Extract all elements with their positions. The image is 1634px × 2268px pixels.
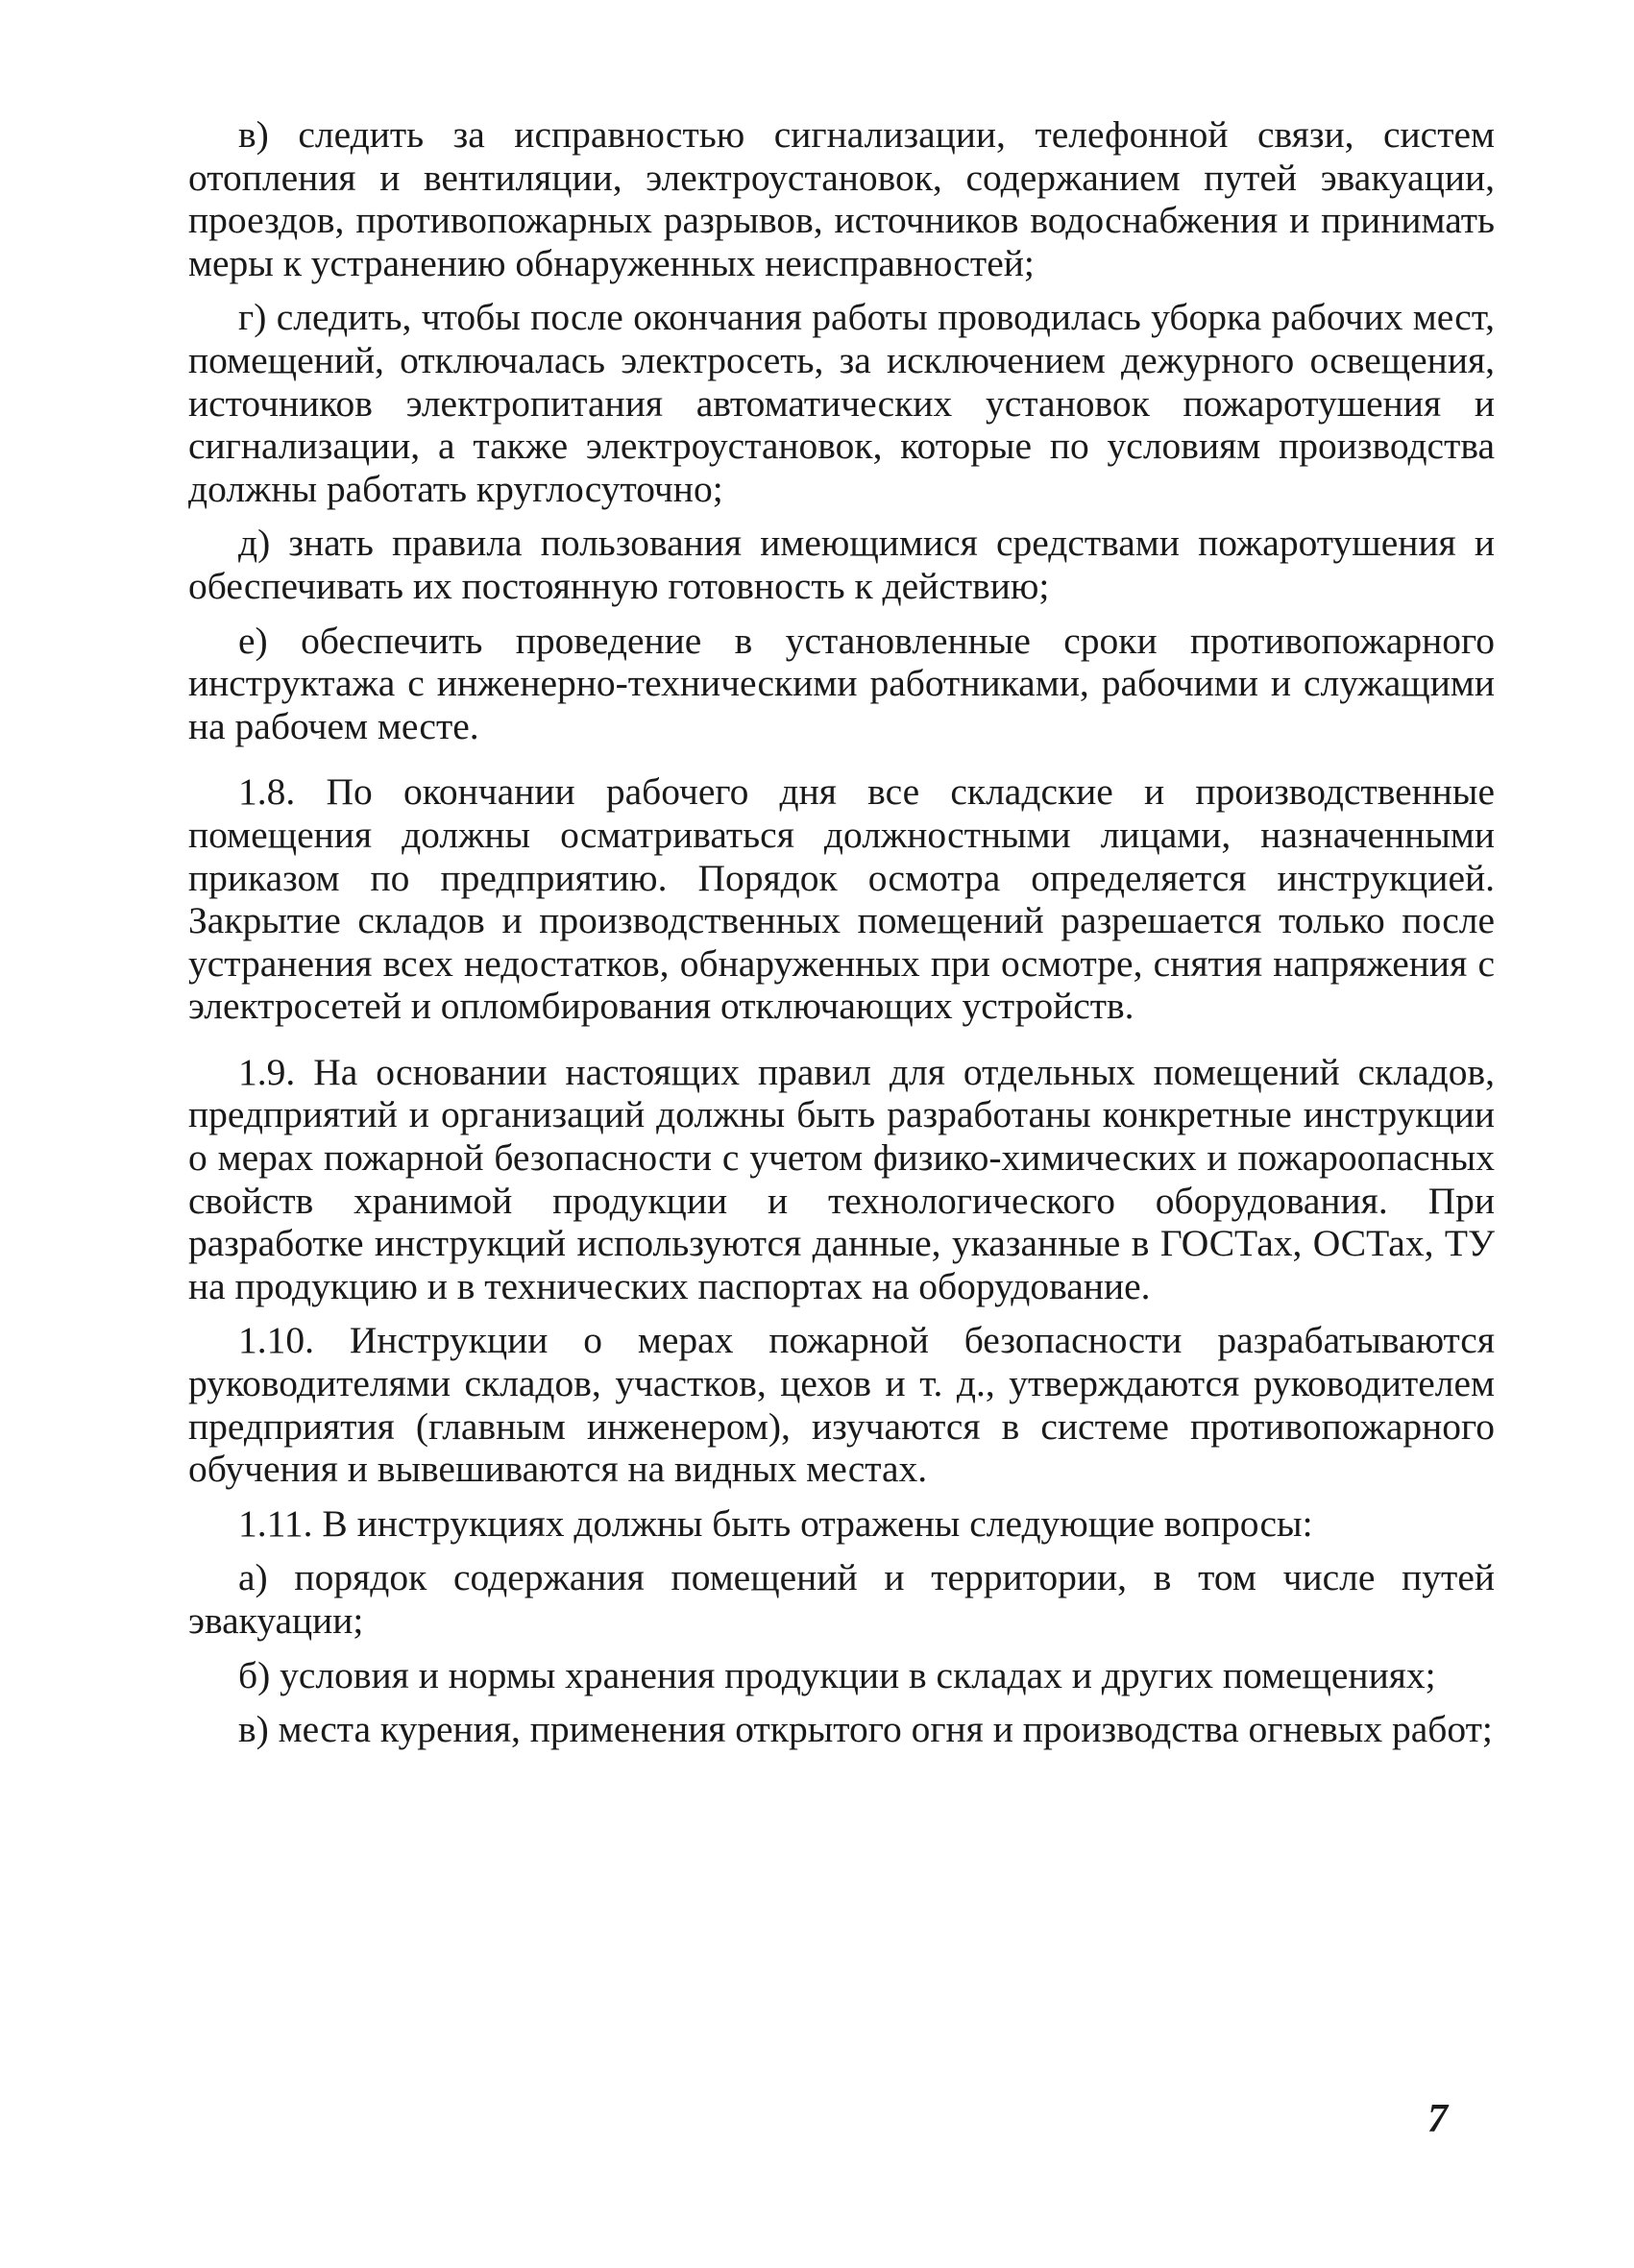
paragraph-1-11-topics: 1.11. В инструкциях должны быть отражены следующие вопросы: [238, 1501, 1313, 1545]
paragraph-v-alarm-maintenance: в) следить за исправностью сигнализации, телефонной связи, систем отопления и вентиляции, электроустановок, содержанием путей эвакуации, проездов, противопожарных разрывов, источников водоснабжения и принимать меры к устранению обнаруженных неисправностей; [188, 113, 1495, 284]
paragraph-e-briefing: е) обеспечить проведение в установленные сроки противопожарного инструктажа с инженерно-техническими работниками, рабочими и служащими на рабочем месте. [188, 619, 1495, 747]
paragraph-1-9-instructions: 1.9. На основании настоящих правил для отдельных помещений складов, предприятий и организаций должны быть разработаны конкретные инструкции о мерах пожарной безопасности с учетом физико-химических и пожароопасных свойств хранимой продукции и технологического оборудования. При разработке инструкций используются данные, указанные в ГОСТах, ОСТах, ТУ на продукцию и в технических паспортах на оборудование. [188, 1050, 1495, 1307]
paragraph-d-extinguishing-means: д) знать правила пользования имеющимися средствами пожаротушения и обеспечивать их постоянную готовность к действию; [188, 522, 1495, 607]
paragraph-1-10-development: 1.10. Инструкции о мерах пожарной безопасности разрабатываются руководителями складов, участков, цехов и т. д., утверждаются руководителем предприятия (главным инженером), изучаются в системе противопожарного обучения и вывешиваются на видных местах. [188, 1319, 1495, 1491]
page-body [188, 113, 1495, 1763]
paragraph-v-smoking-places: в) места курения, применения открытого огня и производства огневых работ; [238, 1708, 1493, 1751]
paragraph-1-8-inspection: 1.8. По окончании рабочего дня все складские и производственные помещения должны осматриваться должностными лицами, назначенными приказом по предприятию. Порядок осмотра определяется инструкцией. Закрытие складов и производственных помещений разрешается только после устранения всех недостатков, обнаруженных при осмотре, снятия напряжения с электросетей и опломбирования отключающих устройств. [188, 770, 1495, 1028]
page-number: 7 [1427, 2097, 1448, 2141]
paragraph-a-premises-order: а) порядок содержания помещений и территории, в том числе путей эвакуации; [188, 1556, 1495, 1642]
paragraph-b-storage-conditions: б) условия и нормы хранения продукции в складах и других помещениях; [238, 1653, 1436, 1696]
paragraph-g-cleanup: г) следить, чтобы после окончания работы проводилась уборка рабочих мест, помещений, отключалась электросеть, за исключением дежурного освещения, источников электропитания автоматических установок пожаротушения и сигнализации, а также электроустановок, которые по условиям производства должны работать круглосуточно; [188, 296, 1495, 510]
